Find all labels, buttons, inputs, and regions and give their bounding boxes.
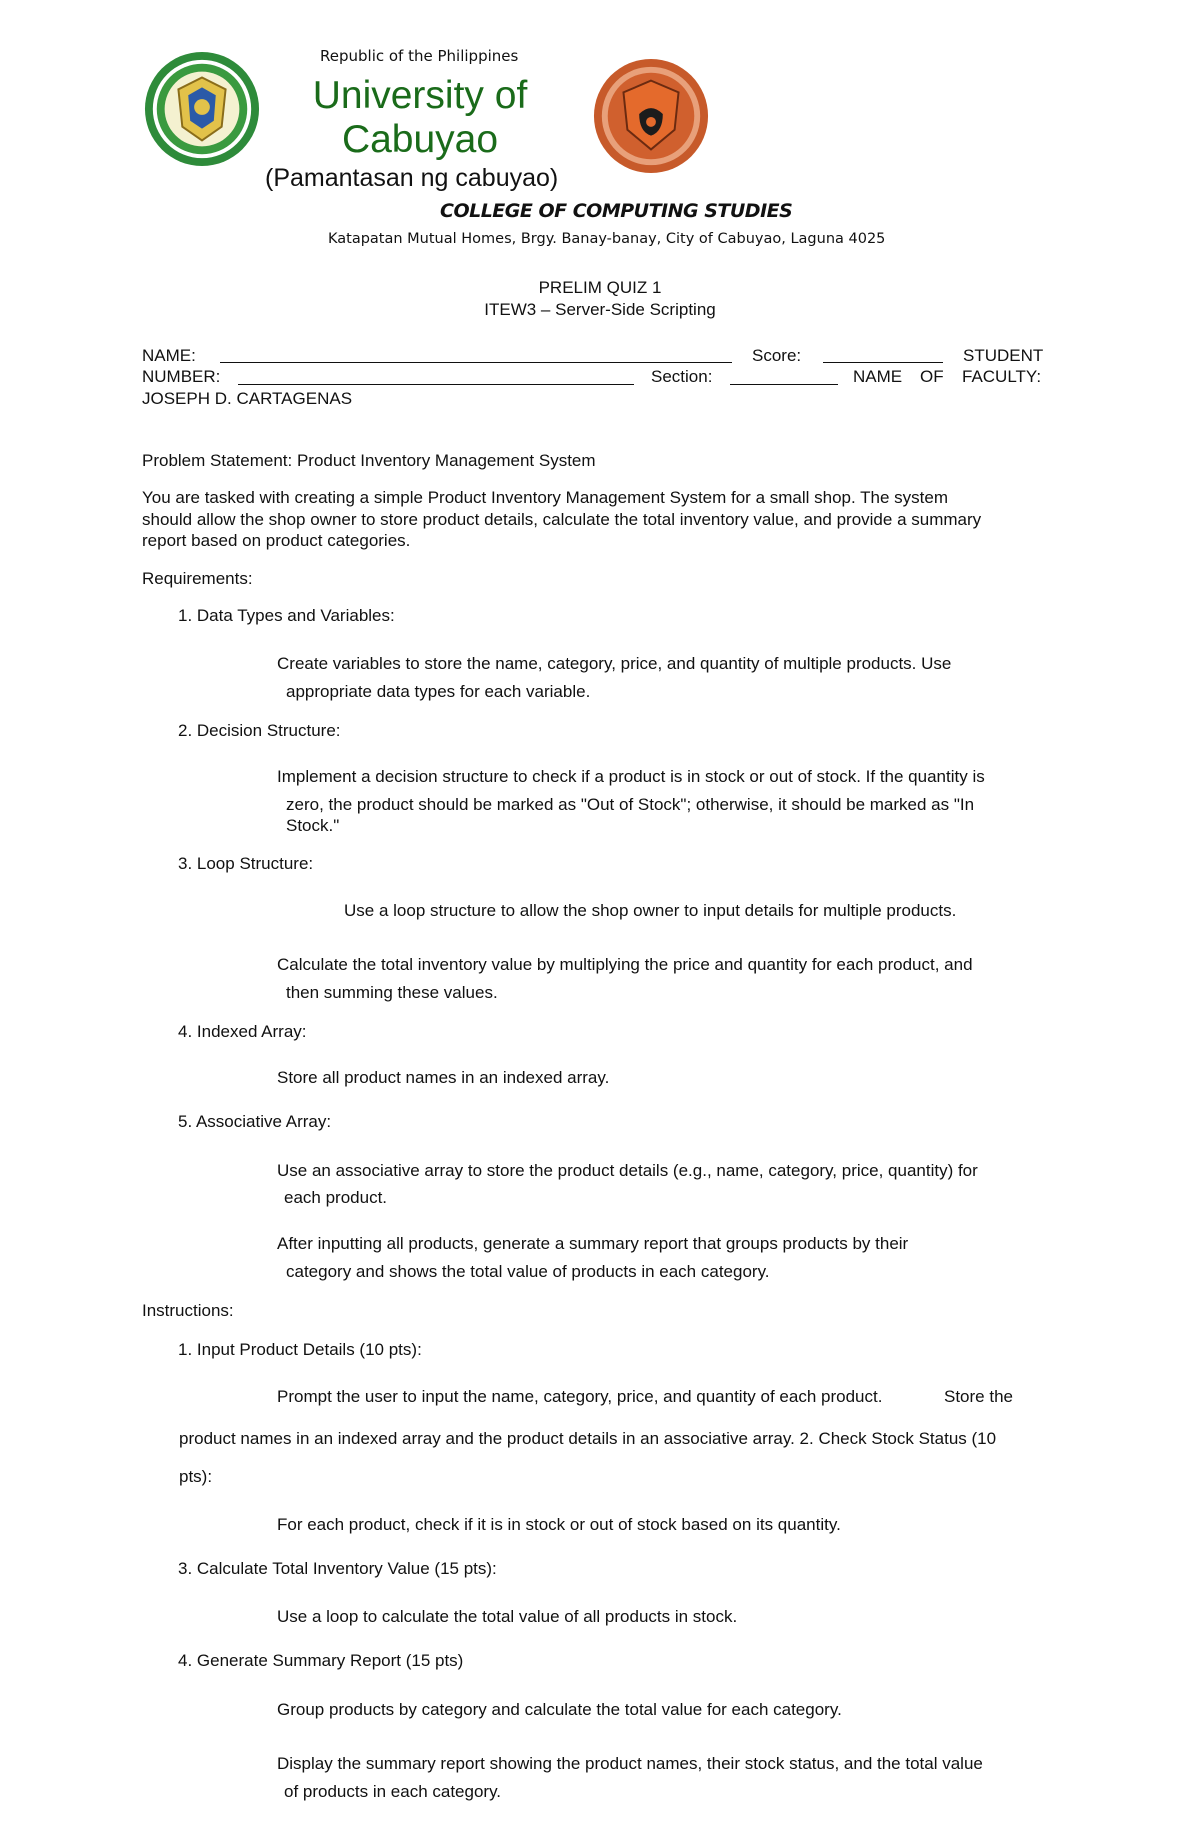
quiz-title: PRELIM QUIZ 1 — [538, 278, 662, 297]
requirement-text: Calculate the total inventory value by multiplying the price and quantity for each product, and — [277, 955, 973, 974]
name-label: NAME: — [142, 346, 196, 365]
name-blank — [220, 362, 732, 363]
requirement-text: appropriate data types for each variable. — [286, 682, 591, 701]
university-name: University of Cabuyao — [312, 74, 528, 161]
instruction-text: Display the summary report showing the product names, their stock status, and the total value — [277, 1754, 983, 1773]
instruction-text: For each product, check if it is in stock or out of stock based on its quantity. — [277, 1515, 841, 1534]
faculty-of-word: OF — [920, 367, 944, 386]
requirement-text: After inputting all products, generate a summary report that groups products by their — [277, 1234, 909, 1253]
instruction-title: 3. Calculate Total Inventory Value (15 pts): — [178, 1559, 497, 1578]
requirement-text: Implement a decision structure to check if a product is in stock or out of stock. If the quantity is — [277, 767, 985, 786]
problem-heading: Problem Statement: Product Inventory Management System — [142, 451, 596, 470]
pamantasan-line: (Pamantasan ng cabuyao) — [265, 164, 559, 192]
instruction-text: Store the — [944, 1387, 1013, 1406]
section-label: Section: — [651, 367, 713, 386]
problem-line: should allow the shop owner to store product details, calculate the total inventory value, and provide a summary — [142, 510, 982, 529]
score-blank — [823, 362, 943, 363]
requirement-text: category and shows the total value of products in each category. — [286, 1262, 770, 1281]
quiz-subject: ITEW3 – Server-Side Scripting — [484, 300, 716, 319]
requirement-text: Use an associative array to store the product details (e.g., name, category, price, quantity) for — [277, 1161, 978, 1180]
number-label: NUMBER: — [142, 367, 221, 386]
number-blank — [238, 384, 634, 385]
college-seal-icon — [592, 57, 710, 175]
college-name: COLLEGE OF COMPUTING STUDIES — [440, 200, 793, 222]
student-label: STUDENT — [963, 346, 1044, 365]
requirement-title: 1. Data Types and Variables: — [178, 606, 395, 625]
requirement-text: Create variables to store the name, category, price, and quantity of multiple products. Use — [277, 654, 952, 673]
university-seal-icon — [143, 50, 261, 168]
requirement-title: 5. Associative Array: — [178, 1112, 332, 1131]
requirement-text: then summing these values. — [286, 983, 498, 1002]
instruction-text: Prompt the user to input the name, category, price, and quantity of each product. — [277, 1387, 883, 1406]
college-address: Katapatan Mutual Homes, Brgy. Banay-banay, City of Cabuyao, Laguna 4025 — [328, 231, 886, 247]
requirement-title: 3. Loop Structure: — [178, 854, 314, 873]
republic-line: Republic of the Philippines — [320, 47, 519, 65]
requirement-text: each product. — [284, 1188, 388, 1207]
score-label: Score: — [752, 346, 802, 365]
instruction-text: Use a loop to calculate the total value of all products in stock. — [277, 1607, 738, 1626]
faculty-label: FACULTY: — [962, 367, 1042, 386]
instruction-text: product names in an indexed array and the product details in an associative array. 2. Check Stock Status (10 — [179, 1429, 997, 1448]
instruction-text: pts): — [179, 1467, 213, 1486]
instruction-text: Group products by category and calculate the total value for each category. — [277, 1700, 842, 1719]
section-blank — [730, 384, 838, 385]
faculty-value: JOSEPH D. CARTAGENAS — [142, 389, 353, 408]
requirement-text: zero, the product should be marked as "Out of Stock"; otherwise, it should be marked as "In — [286, 795, 975, 814]
faculty-name-word: NAME — [853, 367, 903, 386]
requirements-heading: Requirements: — [142, 569, 253, 588]
requirement-text: Stock." — [286, 816, 340, 835]
requirement-text: Use a loop structure to allow the shop owner to input details for multiple products. — [344, 901, 957, 920]
instruction-title: 4. Generate Summary Report (15 pts) — [178, 1651, 464, 1670]
instructions-heading: Instructions: — [142, 1301, 234, 1320]
problem-line: report based on product categories. — [142, 531, 411, 550]
requirement-text: Store all product names in an indexed array. — [277, 1068, 610, 1087]
problem-line: You are tasked with creating a simple Product Inventory Management System for a small shop. The system — [142, 488, 948, 507]
requirement-title: 4. Indexed Array: — [178, 1022, 307, 1041]
instruction-text: of products in each category. — [284, 1782, 502, 1801]
instruction-title: 1. Input Product Details (10 pts): — [178, 1340, 422, 1359]
requirement-title: 2. Decision Structure: — [178, 721, 341, 740]
